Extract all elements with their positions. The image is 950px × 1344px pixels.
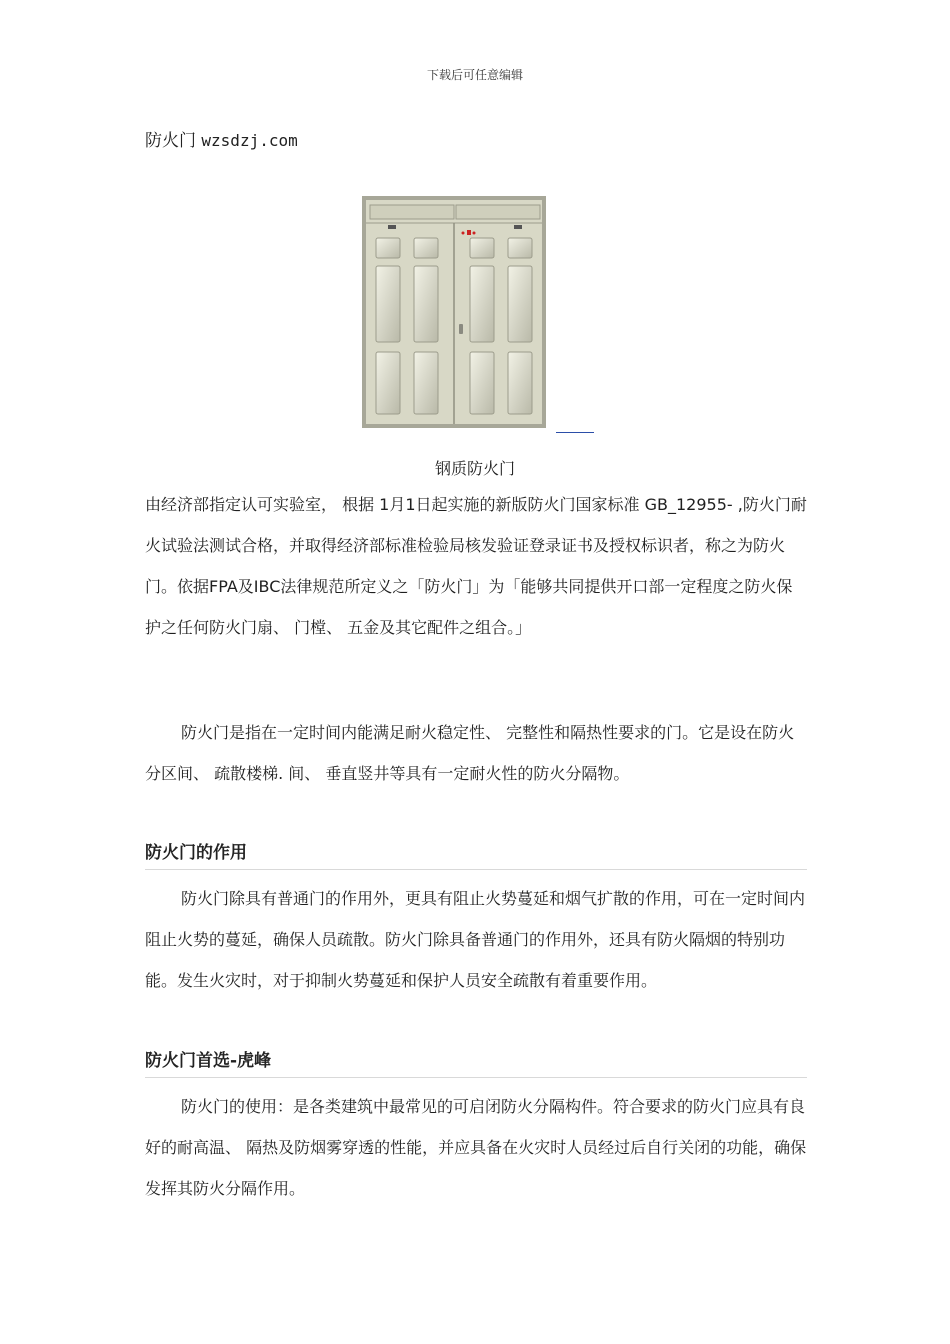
paragraph-function: 防火门除具有普通门的作用外，更具有阻止火势蔓延和烟气扩散的作用，可在一定时间内阻止火势的蔓延，确保人员疏散。防火门除具备普通门的作用外，还具有防火隔烟的特别功能。发生火灾时，对于抑制火势蔓延和保护人员安全疏散有着重要作用。 xyxy=(145,889,806,990)
page-title xyxy=(145,126,298,151)
title-url[interactable]: wzsdzj.com xyxy=(201,131,298,150)
paragraph-definition: 由经济部指定认可实验室， 根据 1月1日起实施的新版防火门国家标准 GB_12955- ,防火门耐火试验法测试合格，并取得经济部标准检验局核发验证登录证书及授权标识者，称之为防火门。依据FPA及IBC法律规范所定义之「防火门」为「能够共同提供开口部一定程度之防火保护之任何防火门扇、 门樘、 五金及其它配件之组合。」 xyxy=(145,495,807,637)
title-text: 防火门 xyxy=(145,131,196,151)
section-heading-function: 防火门的作用 xyxy=(145,838,807,870)
figure-caption: 钢质防火门 xyxy=(434,459,515,478)
section-heading-brand: 防火门首选-虎峰 xyxy=(145,1046,807,1078)
fire-door-illustration xyxy=(362,196,546,428)
figure-link-underline[interactable] xyxy=(556,432,594,433)
fire-door-image xyxy=(362,196,546,428)
header-note: 下载后可任意编辑 xyxy=(426,68,523,82)
paragraph-description: 防火门是指在一定时间内能满足耐火稳定性、 完整性和隔热性要求的门。它是设在防火分区间、 疏散楼梯. 间、 垂直竖井等具有一定耐火性的防火分隔物。 xyxy=(145,723,795,783)
paragraph-usage: 防火门的使用：是各类建筑中最常见的可启闭防火分隔构件。符合要求的防火门应具有良好的耐高温、 隔热及防烟雾穿透的性能，并应具备在火灾时人员经过后自行关闭的功能，确保发挥其防火分隔作用。 xyxy=(145,1097,807,1198)
door-handle-icon xyxy=(459,324,463,334)
